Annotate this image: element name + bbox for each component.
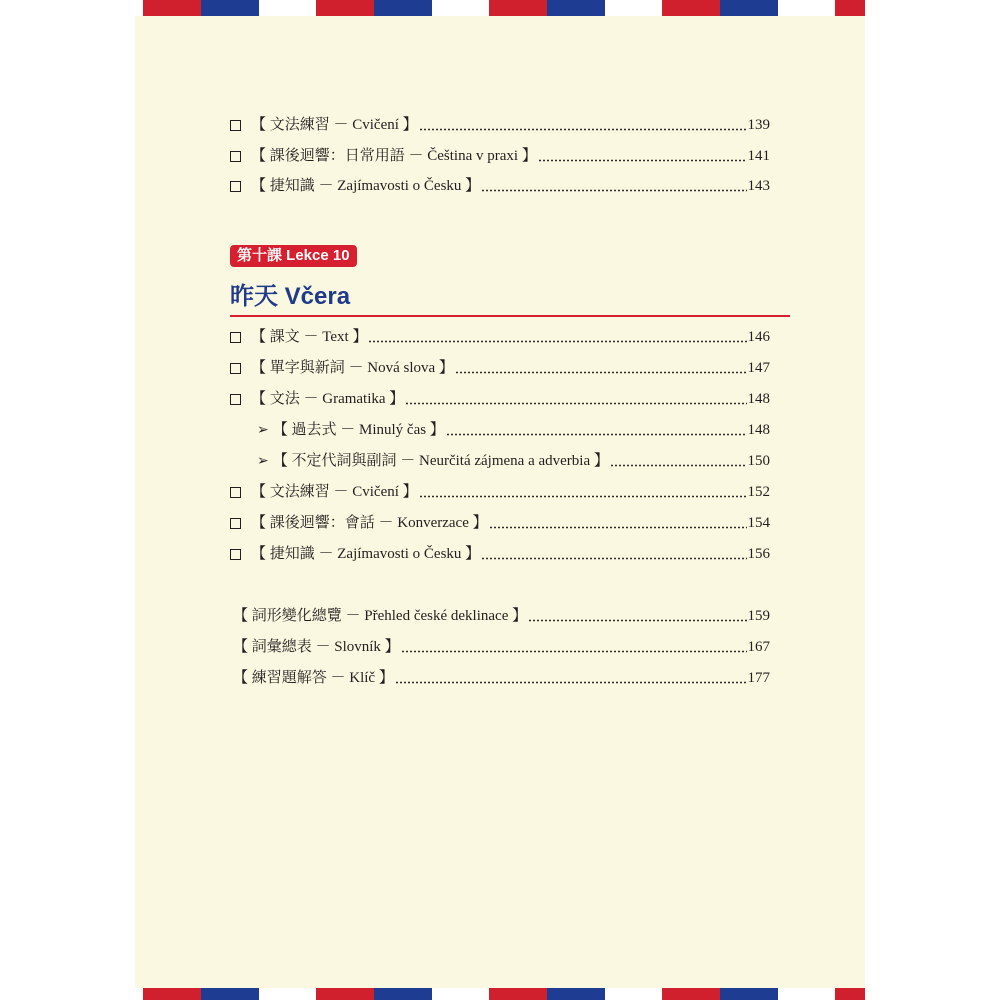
- arrow-bullet-icon: ➢: [257, 453, 269, 469]
- toc-page-number: 154: [747, 515, 770, 531]
- toc-entry-title: 【 單字與新詞 － Nová slova 】: [251, 360, 454, 376]
- toc-appendix-entry[interactable]: [233, 636, 770, 658]
- toc-entry-title: 【 練習題解答 － Klíč 】: [233, 670, 394, 686]
- dot-leader: [538, 148, 747, 162]
- toc-entry[interactable]: [230, 481, 770, 503]
- toc-entry-title: 【 文法練習 － Cvičení 】: [251, 484, 418, 500]
- toc-entry-title: 【 文法練習 － Cvičení 】: [251, 117, 418, 133]
- toc-entry-title: 【 詞形變化總覽 － Přehled české deklinace 】: [233, 608, 528, 624]
- checkbox-icon: [230, 363, 241, 374]
- toc-page-number: 148: [747, 422, 770, 438]
- toc-entry-title: 【 過去式 － Minulý čas 】: [272, 422, 445, 438]
- toc-entry-title: 【 課文 － Text 】: [251, 329, 368, 345]
- dot-leader: [368, 329, 746, 343]
- toc-entry[interactable]: [230, 114, 770, 136]
- dot-leader: [528, 608, 746, 622]
- dot-leader: [481, 178, 746, 192]
- toc-entry[interactable]: [230, 357, 770, 379]
- toc-page-number: 177: [747, 670, 770, 686]
- toc-page-number: 139: [747, 117, 770, 133]
- toc-entry-title: 【 捷知識 － Zajímavosti o Česku 】: [251, 546, 481, 562]
- toc-page-number: 156: [747, 546, 770, 562]
- toc-page-number: 150: [747, 453, 770, 469]
- toc-page-number: 167: [747, 639, 770, 655]
- arrow-bullet-icon: ➢: [257, 422, 269, 438]
- checkbox-icon: [230, 332, 241, 343]
- toc-page-number: 143: [747, 178, 770, 194]
- toc-entry-title: 【 文法 － Gramatika 】: [251, 391, 405, 407]
- lesson-title: 昨天 Včera: [230, 283, 351, 310]
- dot-leader: [489, 515, 747, 529]
- toc-subentry[interactable]: [257, 419, 770, 441]
- checkbox-icon: [230, 487, 241, 498]
- dot-leader: [455, 360, 747, 374]
- toc-entry[interactable]: [230, 512, 770, 534]
- dot-leader: [610, 453, 747, 467]
- toc-entry-title: 【 不定代詞與副詞 － Neurčitá zájmena a adverbia 】: [272, 453, 609, 469]
- toc-subentry[interactable]: [257, 450, 770, 472]
- toc-entry-title: 【 詞彙總表 － Slovník 】: [233, 639, 400, 655]
- checkbox-icon: [230, 549, 241, 560]
- toc-appendix-entry[interactable]: [233, 667, 770, 689]
- toc-entry[interactable]: [230, 543, 770, 565]
- checkbox-icon: [230, 120, 241, 131]
- toc-entry-title: 【 課後迴響：會話 － Konverzace 】: [251, 515, 488, 531]
- dot-leader: [395, 670, 747, 684]
- airmail-stripe-top: [135, 0, 865, 16]
- toc-page-number: 141: [747, 148, 770, 164]
- dot-leader: [405, 391, 746, 405]
- toc-page-number: 148: [747, 391, 770, 407]
- toc-entry[interactable]: [230, 145, 770, 167]
- toc-page-number: 152: [747, 484, 770, 500]
- toc-entry-title: 【 捷知識 － Zajímavosti o Česku 】: [251, 178, 481, 194]
- checkbox-icon: [230, 394, 241, 405]
- dot-leader: [419, 117, 747, 131]
- dot-leader: [401, 639, 747, 653]
- toc-page-number: 147: [747, 360, 770, 376]
- toc-entry-title: 【 課後迴響：日常用語 － Čeština v praxi 】: [251, 148, 537, 164]
- toc-appendix-entry[interactable]: [233, 605, 770, 627]
- checkbox-icon: [230, 151, 241, 162]
- airmail-stripe-bottom: [135, 988, 865, 1000]
- checkbox-icon: [230, 181, 241, 192]
- dot-leader: [446, 422, 747, 436]
- checkbox-icon: [230, 518, 241, 529]
- toc-entry[interactable]: [230, 388, 770, 410]
- toc-entry[interactable]: [230, 326, 770, 348]
- lesson-badge: 第十課 Lekce 10: [230, 245, 357, 267]
- dot-leader: [481, 546, 746, 560]
- toc-page-number: 159: [747, 608, 770, 624]
- dot-leader: [419, 484, 747, 498]
- title-divider: [230, 315, 790, 317]
- toc-page-number: 146: [747, 329, 770, 345]
- toc-entry[interactable]: [230, 175, 770, 197]
